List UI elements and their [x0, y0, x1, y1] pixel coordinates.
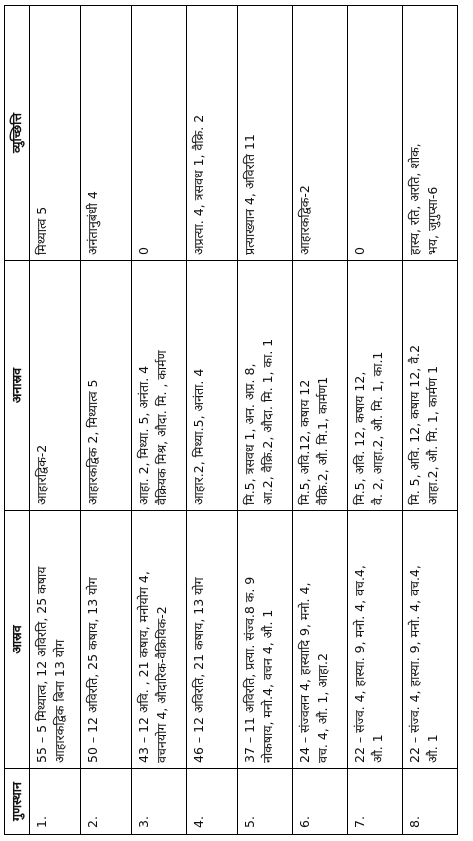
- anasrav-cell: [132, 261, 187, 511]
- asrav-cell: [132, 511, 187, 769]
- table-row: [403, 6, 458, 835]
- vyuchhitti-cell: [187, 6, 238, 261]
- cell-line: 46 – 12 अविरति, 21 कषाय, 13 योग: [191, 577, 206, 763]
- cell-line: 37 – 11 अविरति, प्रत्या. संज्व.8 क. 9: [242, 576, 257, 763]
- cell-line: औ. 1: [370, 734, 385, 763]
- anasrav-cell: [348, 261, 403, 511]
- cell-line: 50 – 12 अविरति, 25 कषाय, 13 योग: [85, 577, 100, 763]
- asrav-cell: [348, 511, 403, 769]
- cell-line: 55 – 5 मिथ्यात्व, 12 अविरति, 25 कषाय: [34, 566, 49, 763]
- vyuchhitti-cell: [293, 6, 348, 261]
- table-row: [132, 6, 187, 835]
- cell-line: आहार.2, मिथ्या.5, अनंता. 4: [191, 368, 206, 505]
- cell-line: 22 – संज्व. 4, हास्या. 9, मनो. 4, वच.4,: [352, 565, 367, 763]
- asrav-cell: [403, 511, 458, 769]
- asrav-table: [4, 5, 458, 835]
- cell-line: वैक्रियक मिश्र, औदा. मि. , कार्मण: [154, 350, 169, 505]
- cell-line: मि.5, अवि. 12, कषाय 12,: [352, 371, 367, 505]
- cell-line: वैक्रि.2, औ. मि.1, कार्मण1: [315, 376, 330, 505]
- cell-line: वचनयोग 4, औदारिक-वैक्रियिक-2: [154, 606, 169, 763]
- cell-line: औ. 1: [425, 734, 440, 763]
- cell-line: 24 – संज्वलन 4, हास्यादि 9, मनो. 4,: [297, 582, 312, 763]
- cell-line: हास्य, रति, अरति, शोक,: [407, 143, 422, 255]
- asrav-cell: [81, 511, 132, 769]
- anasrav-cell: [81, 261, 132, 511]
- header-asrav: आस्रव: [5, 511, 30, 769]
- header-anasrav: अनास्रव: [5, 261, 30, 511]
- cell-line: 22 – संज्व. 4, हास्या. 9, मनो. 4, वच.4,: [407, 565, 422, 763]
- asrav-cell: [187, 511, 238, 769]
- row-number: 5.: [238, 769, 293, 835]
- cell-line: 0: [352, 247, 367, 255]
- cell-line: नोकषाय, मनो.4, वचन 4, औ. 1: [260, 609, 275, 763]
- cell-line: मिथ्यात्व 5: [34, 206, 49, 255]
- anasrav-cell: [403, 261, 458, 511]
- cell-line: वच. 4, औ. 1, आहा.2: [315, 653, 330, 763]
- cell-line: अनंतानुबंधी 4: [85, 191, 100, 255]
- row-number: 6.: [293, 769, 348, 835]
- row-number: 2.: [81, 769, 132, 835]
- table-row: [293, 6, 348, 835]
- cell-line: आ.2, वैक्रि.2, औदा. मि. 1, का. 1: [260, 338, 275, 505]
- table-row: [238, 6, 293, 835]
- anasrav-cell: [187, 261, 238, 511]
- cell-line: आहा. 2, मिथ्या. 5, अनंता. 4: [136, 365, 151, 505]
- asrav-cell: [30, 511, 81, 769]
- cell-line: आहारद्विक-2: [34, 444, 49, 505]
- anasrav-cell: [238, 261, 293, 511]
- header-row: [5, 6, 30, 835]
- vyuchhitti-cell: [348, 6, 403, 261]
- cell-line: आहारकद्विक बिना 13 योग: [52, 639, 67, 763]
- cell-line: 43 – 12 अवि. , 21 कषाय, मनोयोग 4,: [136, 571, 151, 763]
- table-row: [348, 6, 403, 835]
- anasrav-cell: [293, 261, 348, 511]
- table-row: [187, 6, 238, 835]
- cell-line: मि. 5, अवि. 12, कषाय 12, वै.2: [407, 344, 422, 505]
- header-vyuchhitti: व्युच्छित्ति: [5, 6, 30, 261]
- row-number: 7.: [348, 769, 403, 835]
- cell-line: 0: [136, 247, 151, 255]
- vyuchhitti-cell: [238, 6, 293, 261]
- cell-line: मि.5, त्रसवध 1, अन. अप्र. 8,: [242, 363, 257, 505]
- cell-line: मि.5, अवि.12, कषाय 12: [297, 379, 312, 505]
- cell-line: भय, जुगुप्सा-6: [425, 186, 440, 255]
- table-row: [30, 6, 81, 835]
- vyuchhitti-cell: [403, 6, 458, 261]
- vyuchhitti-cell: [30, 6, 81, 261]
- row-number: 3.: [132, 769, 187, 835]
- anasrav-cell: [30, 261, 81, 511]
- row-number: 4.: [187, 769, 238, 835]
- asrav-cell: [293, 511, 348, 769]
- row-number: 8.: [403, 769, 458, 835]
- cell-line: आहारकद्विक-2: [297, 185, 312, 255]
- vyuchhitti-cell: [81, 6, 132, 261]
- cell-line: आहा.2, औ. मि. 1, कार्मण 1: [425, 365, 440, 505]
- row-number: 1.: [30, 769, 81, 835]
- table-row: [81, 6, 132, 835]
- cell-line: वै. 2, आहा.2, औ. मि. 1, का.1: [370, 351, 385, 505]
- header-gunasthan: गुणस्थान: [5, 769, 30, 835]
- asrav-cell: [238, 511, 293, 769]
- cell-line: प्रत्याख्यान 4, अविरति 11: [242, 134, 257, 255]
- vyuchhitti-cell: [132, 6, 187, 261]
- cell-line: अप्रत्या. 4, त्रसवध 1, वैक्रि. 2: [191, 114, 206, 255]
- cell-line: आहारकद्विक 2, मिथ्यात्व 5: [85, 379, 100, 505]
